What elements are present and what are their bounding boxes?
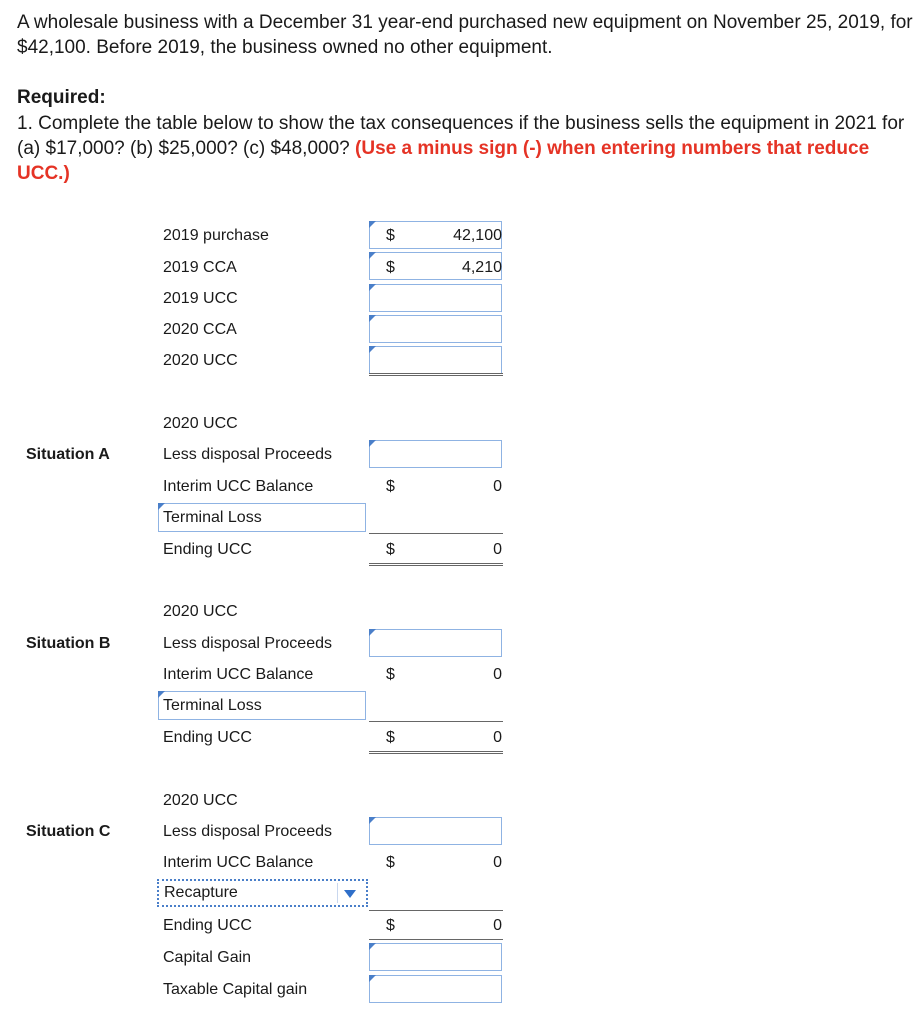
double-underline — [369, 751, 503, 754]
sc-result-selected: Recapture — [164, 884, 238, 901]
currency-symbol: $ — [386, 666, 395, 683]
underline — [369, 910, 503, 911]
required-instruction: (Use a minus sign (-) when entering numbers that reduce UCC.) — [17, 138, 870, 184]
sc-ending-label: Ending UCC — [163, 917, 252, 934]
underline — [369, 533, 503, 534]
sb-interim-value: 0 — [493, 666, 502, 683]
sa-ucc-label: 2020 UCC — [163, 415, 238, 432]
question-intro: A wholesale business with a December 31 year-end purchased new equipment on November 25, 2019, for $42,100. Before 2019, the business owned no other equipment. — [17, 12, 913, 58]
sc-result-dropdown[interactable] — [157, 879, 368, 907]
currency-symbol: $ — [386, 259, 395, 276]
required-text — [17, 111, 917, 186]
required-title: Required: — [17, 87, 106, 108]
purchase-label: 2019 purchase — [163, 227, 269, 244]
sc-ending-value: 0 — [493, 917, 502, 934]
sa-ending-label: Ending UCC — [163, 541, 252, 558]
situation-b-title: Situation B — [26, 635, 111, 652]
ucc2020-label: 2020 UCC — [163, 352, 238, 369]
situation-a-title: Situation A — [26, 446, 110, 463]
sc-proceeds-label: Less disposal Proceeds — [163, 823, 332, 840]
dropdown-separator — [337, 883, 338, 903]
sb-interim-label: Interim UCC Balance — [163, 666, 314, 683]
ucc2019-input[interactable] — [369, 284, 502, 312]
sc-taxable-gain-label: Taxable Capital gain — [163, 981, 308, 998]
sc-capital-gain-label: Capital Gain — [163, 949, 252, 966]
double-underline — [369, 563, 503, 566]
sa-result-select[interactable]: Terminal Loss — [158, 503, 366, 532]
purchase-value: 42,100 — [453, 227, 502, 244]
sa-interim-value: 0 — [493, 478, 502, 495]
situation-c-title: Situation C — [26, 823, 111, 840]
sa-proceeds-input[interactable] — [369, 440, 502, 468]
currency-symbol: $ — [386, 917, 395, 934]
ucc2019-label: 2019 UCC — [163, 290, 238, 307]
sc-proceeds-input[interactable] — [369, 817, 502, 845]
sa-interim-label: Interim UCC Balance — [163, 478, 314, 495]
currency-symbol: $ — [386, 854, 395, 871]
sc-taxable-gain-input[interactable] — [369, 975, 502, 1003]
cca2019-value: 4,210 — [461, 259, 502, 276]
double-underline — [369, 373, 503, 376]
sc-interim-value: 0 — [493, 854, 502, 871]
sc-ucc-label: 2020 UCC — [163, 792, 238, 809]
currency-symbol: $ — [386, 478, 395, 495]
sb-result-select[interactable]: Terminal Loss — [158, 691, 366, 720]
underline — [369, 721, 503, 722]
ucc2020-input[interactable] — [369, 346, 502, 374]
sa-ending-value: 0 — [493, 541, 502, 558]
sc-capital-gain-input[interactable] — [369, 943, 502, 971]
currency-symbol: $ — [386, 541, 395, 558]
sb-ucc-label: 2020 UCC — [163, 603, 238, 620]
sb-proceeds-input[interactable] — [369, 629, 502, 657]
sc-interim-label: Interim UCC Balance — [163, 854, 314, 871]
cca2020-label: 2020 CCA — [163, 321, 237, 338]
chevron-down-icon[interactable] — [344, 890, 356, 898]
currency-symbol: $ — [386, 729, 395, 746]
sb-proceeds-label: Less disposal Proceeds — [163, 635, 332, 652]
underline — [369, 939, 503, 940]
sb-ending-label: Ending UCC — [163, 729, 252, 746]
sb-ending-value: 0 — [493, 729, 502, 746]
cca2019-label: 2019 CCA — [163, 259, 237, 276]
required-question: 1. Complete the table below to show the tax consequences if the business sells the equipment in 2021 for (a) $17,000? (b) $25,000? (c) $48,000? — [17, 113, 905, 159]
currency-symbol: $ — [386, 227, 395, 244]
cca2020-input[interactable] — [369, 315, 502, 343]
sa-proceeds-label: Less disposal Proceeds — [163, 446, 332, 463]
